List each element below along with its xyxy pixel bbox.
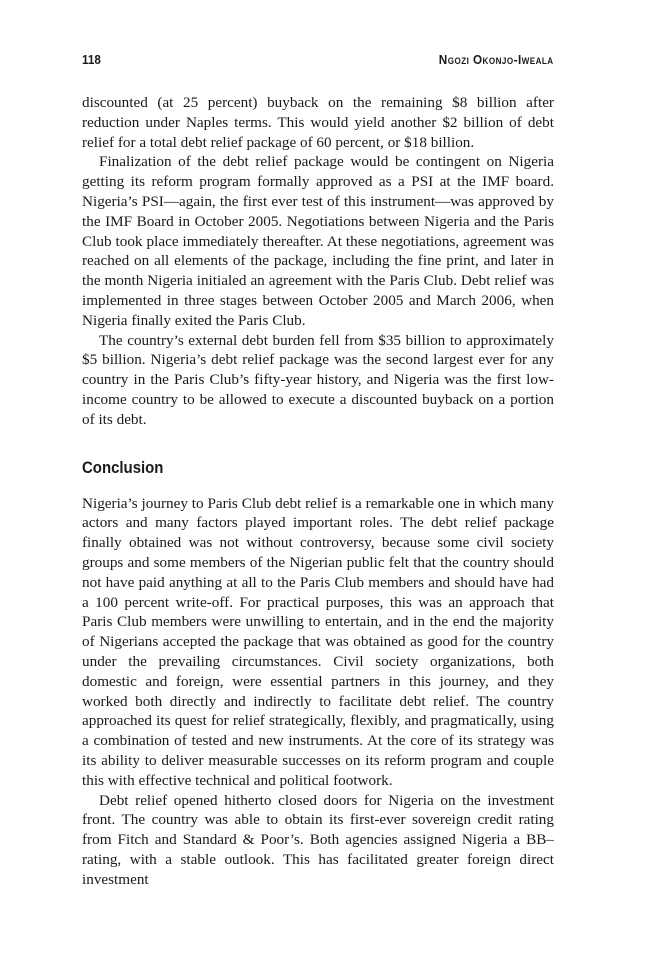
page-number: 118 xyxy=(82,52,101,67)
book-page xyxy=(82,52,554,889)
running-head-author: Ngozi Okonjo-Iweala xyxy=(438,52,554,67)
paragraph-finalization: Finalization of the debt relief package would be contingent on Nigeria getting its reform program formally approved as a PSI at the IMF board. Nigeria’s PSI—again, the first ever test of this instrument—was approved by the IMF Board in October 2005. Negotiations between Nigeria and the Paris Club took place immediately thereafter. At these negotiations, agreement was reached on all elements of the package, including the fine print, and later in the month Nigeria initialed an agreement with the Paris Club. Debt relief was implemented in three stages between October 2005 and March 2006, when Nigeria finally exited the Paris Club. xyxy=(82,153,554,329)
section-heading-conclusion: Conclusion xyxy=(82,457,164,477)
paragraph-conclusion-investment: Debt relief opened hitherto closed doors for Nigeria on the investment front. The country was able to obtain its first-ever sovereign credit rating from Fitch and Standard & Poor’s. Both agencies assigned Nigeria a BB– rating, with a stable outlook. This has facilitated greater foreign direct investment xyxy=(82,791,554,888)
paragraph-debt-burden: The country’s external debt burden fell from $35 billion to approximately $5 billion. Nigeria’s debt relief package was the second largest ever for any country in the Paris Club’s fifty-year history, and Nigeria was the first low-income country to be allowed to execute a discounted buyback on a portion of its debt. xyxy=(82,331,554,428)
paragraph-continued: discounted (at 25 percent) buyback on the remaining $8 billion after reduction under Naples terms. This would yield another $2 billion of debt relief for a total debt relief package of 60 percent, or $18 billion. xyxy=(82,94,554,151)
running-header xyxy=(82,52,554,67)
paragraph-conclusion-journey: Nigeria’s journey to Paris Club debt relief is a remarkable one in which many actors and many factors played important roles. The debt relief package finally obtained was not without controversy, because some civil society groups and some members of the Nigerian public felt that the country should not have paid anything at all to the Paris Club members and should have had a 100 percent write-off. For practical purposes, this was an approach that Paris Club members were unwilling to entertain, and in the end the majority of Nigerians accepted the package that was obtained as good for the country under the prevailing circumstances. Civil society organizations, both domestic and foreign, were essential partners in this journey, and they worked both directly and indirectly to facilitate debt relief. The country approached its quest for relief strategically, flexibly, and pragmatically, using a combination of tested and new instruments. At the core of its strategy was its ability to deliver measurable successes on its reform program and couple this with effective technical and political footwork. xyxy=(82,494,554,789)
